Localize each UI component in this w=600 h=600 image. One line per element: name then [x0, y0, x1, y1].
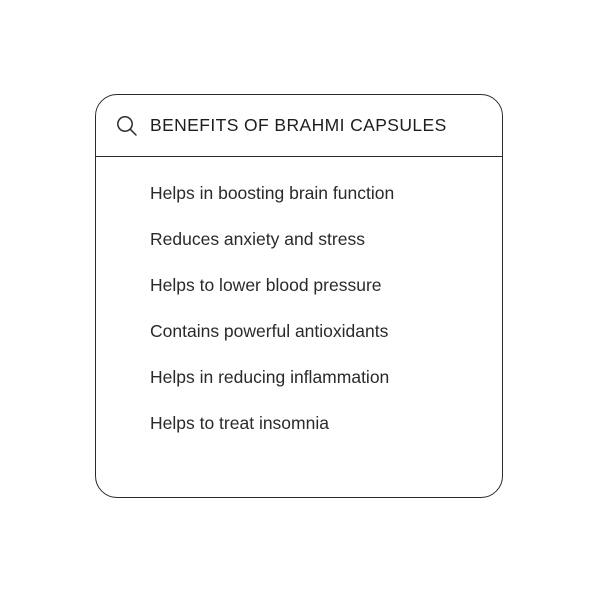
list-item: Contains powerful antioxidants: [150, 321, 389, 341]
search-icon[interactable]: [114, 113, 140, 139]
list-item: Helps to treat insomnia: [150, 413, 329, 433]
list-item: Helps in reducing inflammation: [150, 367, 390, 387]
card-header: [96, 95, 502, 157]
list-item: Helps in boosting brain function: [150, 183, 395, 203]
list-item: Helps to lower blood pressure: [150, 275, 382, 295]
page-title: BENEFITS OF BRAHMI CAPSULES: [150, 115, 447, 135]
benefits-card: [95, 94, 503, 498]
benefits-list: [96, 157, 502, 434]
list-item: Reduces anxiety and stress: [150, 229, 365, 249]
